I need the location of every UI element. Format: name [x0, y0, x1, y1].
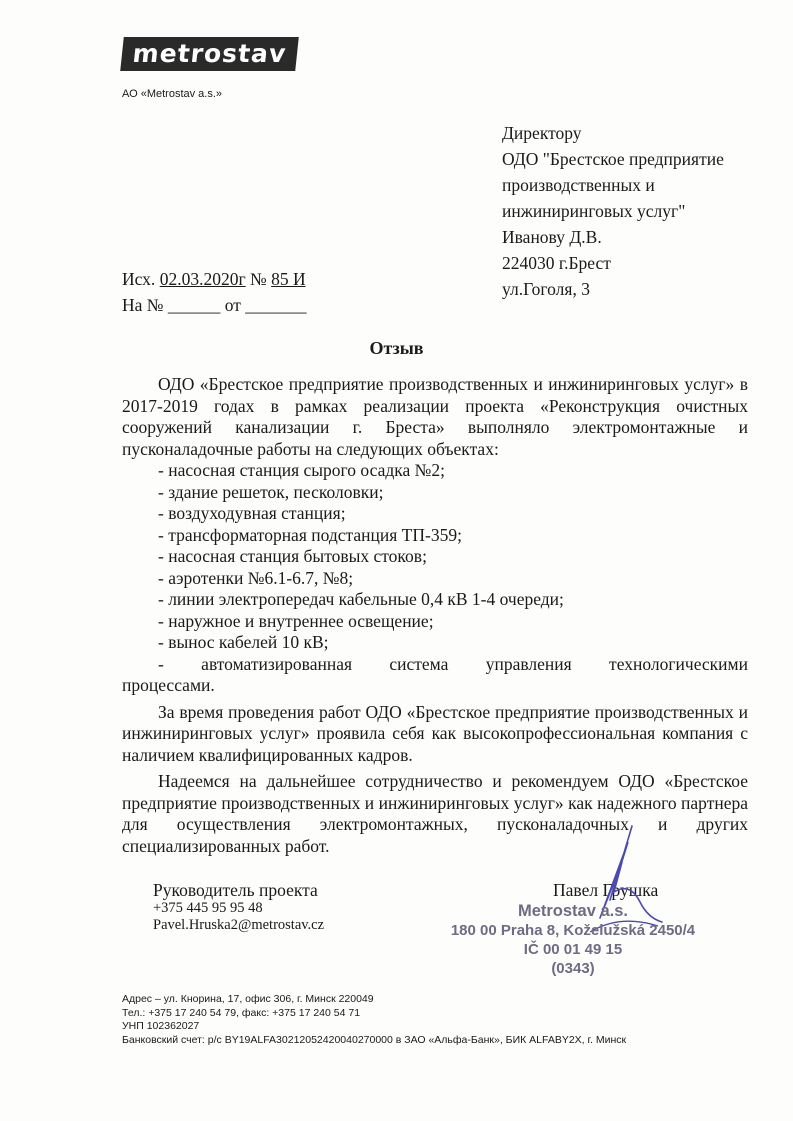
list-item: - линии электропередач кабельные 0,4 кВ 1-4 очереди; [158, 589, 564, 609]
list-item: - наружное и внутреннее освещение; [158, 610, 434, 631]
list-item: - насосная станция бытовых стоков; [158, 546, 427, 566]
in-label: На № [122, 295, 164, 315]
signatory-name: Павел Грушка [553, 880, 659, 900]
from-label: от [224, 295, 241, 315]
signatory-phone: +375 445 95 95 48 [153, 900, 263, 916]
metrostav-logo: metrostav [120, 37, 299, 71]
list-item-last [122, 654, 748, 697]
list-item: - здание решеток, песколовки; [158, 481, 384, 502]
addressee-line: инжиниринговых услуг" [502, 201, 686, 221]
last-item-word: система [389, 653, 449, 674]
addressee-line: производственных и [502, 175, 655, 195]
list-item: - трансформаторная подстанция ТП-359; [158, 524, 462, 545]
stamp-id: IČ 00 01 49 15 [523, 941, 623, 958]
addressee-block [502, 120, 724, 302]
footer-address: Адрес – ул. Кнорина, 17, офис 306, г. Минск 220049 [122, 993, 374, 1005]
stamp-code: (0343) [551, 960, 595, 977]
addressee-line: ул.Гоголя, 3 [502, 279, 590, 299]
footer-phones: Тел.: +375 17 240 54 79, факс: +375 17 240 54 71 [122, 1006, 361, 1019]
in-number-blank: ______ [167, 295, 221, 315]
list-item: - вынос кабелей 10 кВ; [158, 632, 329, 652]
document-title: Отзыв [369, 338, 424, 358]
last-item-line [122, 654, 748, 676]
performance-paragraph: За время проведения работ ОДО «Брестское предприятие производственных и инжиниринговых услуг» проявила себя как высокопрофессиональная компания с наличием квалифицированных кадров. [122, 701, 748, 765]
list-item: - аэротенки №6.1-6.7, №8; [158, 567, 354, 588]
outgoing-reference [122, 266, 307, 318]
out-label: Исх. [122, 269, 156, 289]
last-item-word: технологическими [609, 653, 748, 674]
intro-paragraph: ОДО «Брестское предприятие производственных и инжиниринговых услуг» в 2017-2019 годах в рамках реализации проекта «Реконструкция очистных сооружений канализации г. Бреста» выполняло электромонтажные и пусконаладочные работы на следующих объектах: [122, 374, 748, 459]
signatory-position: Руководитель проекта [153, 880, 318, 900]
signatory-block [153, 880, 324, 934]
recommendation-paragraph: Надеемся на дальнейшее сотрудничество и рекомендуем ОДО «Брестское предприятие производственных и инжиниринговых услуг» как надежного партнера для осуществления электромонтажных, пусконаладочных и других специализированных работ. [122, 771, 748, 856]
addressee-line: Директору [502, 123, 582, 143]
out-date: 02.03.2020г [159, 269, 246, 289]
last-item-tail: процессами. [122, 675, 215, 695]
list-item: - воздуходувная станция; [158, 503, 346, 523]
addressee-line: Иванову Д.В. [502, 227, 602, 247]
signatory-email: Pavel.Hruska2@metrostav.cz [153, 917, 325, 933]
incoming-line [122, 292, 307, 318]
outgoing-line [122, 266, 307, 292]
company-stamp [413, 902, 733, 978]
footer-unp: УНП 102362027 [122, 1020, 200, 1032]
company-name: АО «Metrostav a.s.» [122, 88, 223, 100]
last-item-word: автоматизированная [201, 653, 353, 674]
last-item-dash: - [158, 653, 164, 674]
out-number: 85 И [271, 269, 306, 289]
letter-body [122, 374, 748, 857]
addressee-line: ОДО "Брестское предприятие [502, 149, 724, 169]
footer-bank: Банковский счет: р/с BY19ALFA30212052420040270000 в ЗАО «Альфа-Банк», БИК ALFABY2X, г. Минск [122, 1033, 627, 1046]
last-item-word: управления [485, 653, 572, 674]
number-sign: № [250, 269, 267, 289]
from-blank: _______ [245, 295, 307, 315]
addressee-line: 224030 г.Брест [502, 253, 611, 273]
stamp-company: Metrostav a.s. [517, 902, 629, 920]
objects-list [122, 460, 748, 697]
list-item: - насосная станция сырого осадка №2; [158, 460, 445, 480]
footer [122, 993, 626, 1047]
stamp-address: 180 00 Praha 8, Koželužská 2450/4 [450, 922, 696, 939]
